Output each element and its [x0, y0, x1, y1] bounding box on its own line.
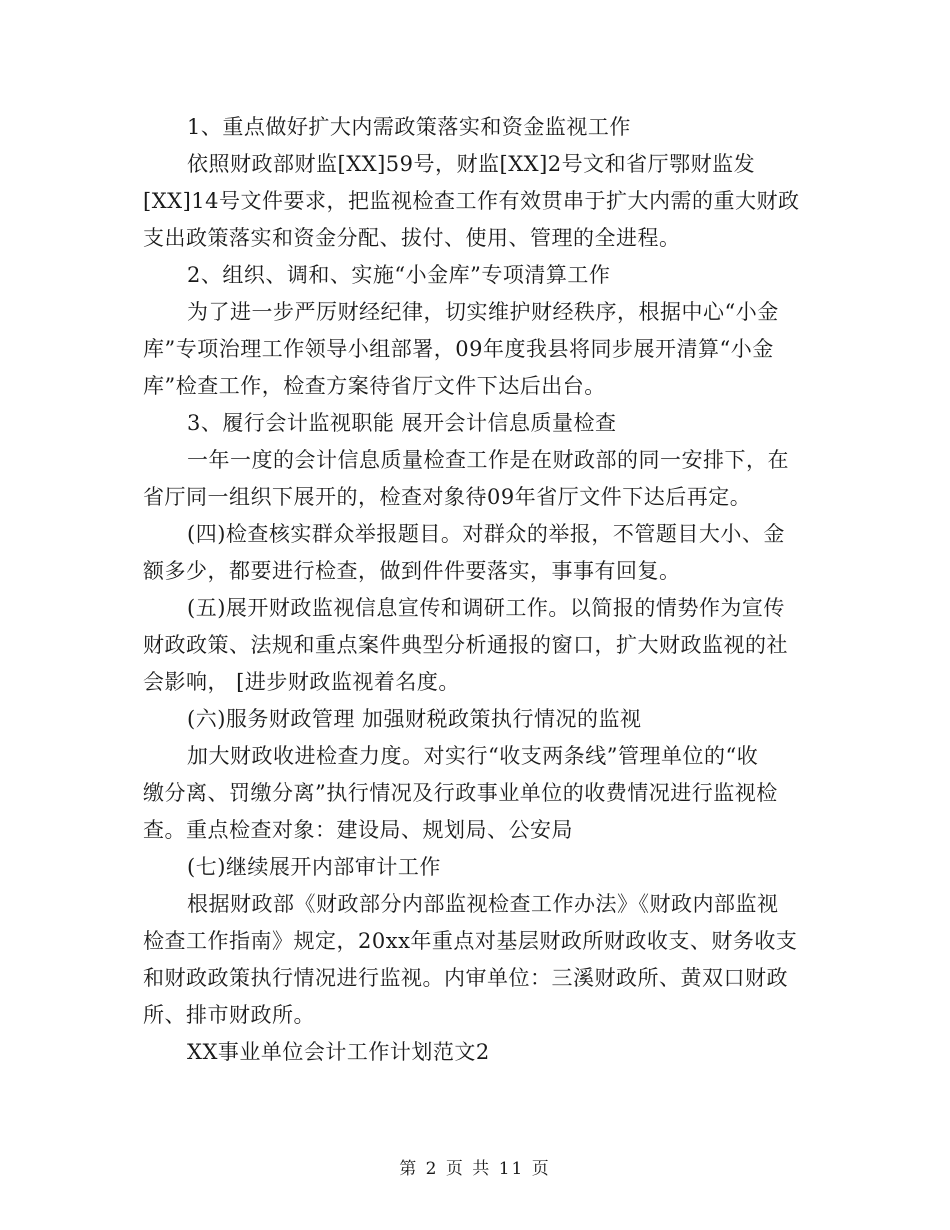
- section-heading: 1、重点做好扩大内需政策落实和资金监视工作: [187, 115, 631, 139]
- paragraph-line: 省厅同一组织下展开的，检查对象待09年省厅文件下达后再定。: [143, 485, 752, 509]
- paragraph-line: 为了进一步严厉财经纪律，切实维护财经秩序，根据中心“小金: [187, 300, 779, 324]
- section-heading: (七)继续展开内部审计工作: [187, 855, 441, 879]
- paragraph-line: 查。重点检查对象：建设局、规划局、公安局: [143, 818, 573, 842]
- page-footer: 第 2 页 共 11 页: [399, 1159, 551, 1179]
- section-heading: 2、组织、调和、实施“小金库”专项清算工作: [187, 263, 611, 287]
- paragraph-line: 加大财政收进检查力度。对实行“收支两条线”管理单位的“收: [187, 744, 759, 768]
- section-heading: (六)服务财政管理 加强财税政策执行情况的监视: [187, 707, 642, 731]
- section-heading: 3、履行会计监视职能 展开会计信息质量检查: [187, 411, 617, 435]
- paragraph-line: 额多少，都要进行检查，做到件件要落实，事事有回复。: [143, 559, 681, 583]
- paragraph-line: [XX]14号文件要求，把监视检查工作有效贯串于扩大内需的重大财政: [143, 189, 800, 213]
- document-subtitle: XX事业单位会计工作计划范文2: [187, 1040, 490, 1064]
- paragraph-line: (五)展开财政监视信息宣传和调研工作。以简报的情势作为宣传: [187, 596, 785, 620]
- paragraph-line: 所、排市财政所。: [143, 1003, 315, 1027]
- paragraph-line: 根据财政部《财政部分内部监视检查工作办法》《财政内部监视: [187, 892, 779, 916]
- paragraph-line: 和财政政策执行情况进行监视。内审单位：三溪财政所、黄双口财政: [143, 966, 788, 990]
- paragraph-line: 一年一度的会计信息质量检查工作是在财政部的同一安排下，在: [187, 448, 789, 472]
- paragraph-line: 会影响， [进步财政监视着名度。: [143, 670, 460, 694]
- paragraph-line: 财政政策、法规和重点案件典型分析通报的窗口，扩大财政监视的社: [143, 633, 788, 657]
- paragraph-line: 缴分离、罚缴分离”执行情况及行政事业单位的收费情况进行监视检: [143, 781, 778, 805]
- paragraph-line: 库”检查工作，检查方案待省厅文件下达后出台。: [143, 374, 606, 398]
- paragraph-line: 库”专项治理工作领导小组部署，09年度我县将同步展开清算“小金: [143, 337, 774, 361]
- paragraph-line: 支出政策落实和资金分配、拔付、使用、管理的全进程。: [143, 226, 681, 250]
- paragraph-line: (四)检查核实群众举报题目。对群众的举报，不管题目大小、金: [187, 522, 785, 546]
- paragraph-line: 依照财政部财监[XX]59号，财监[XX]2号文和省厅鄂财监发: [187, 152, 756, 176]
- paragraph-line: 检查工作指南》规定，20xx年重点对基层财政所财政收支、财务收支: [143, 929, 798, 953]
